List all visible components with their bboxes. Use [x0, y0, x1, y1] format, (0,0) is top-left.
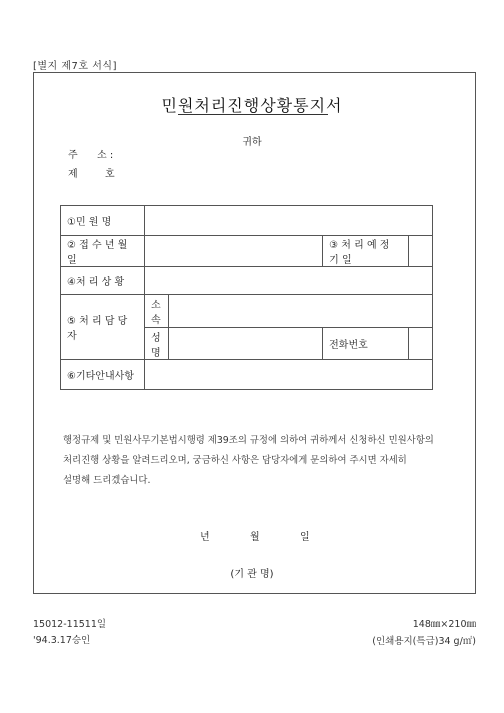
title-underline	[178, 114, 328, 115]
processing-status-field[interactable]	[145, 267, 433, 295]
notice-body-text: 행정규제 및 민원사무기본법시행령 제39조의 규정에 의하여 귀하께서 신청하신 민원사항의 처리진행 상황을 알려드리오며, 궁금하신 사항은 담당자에게 문의하여 주시면 자세히 설명해 드리겠습니다.	[63, 435, 434, 486]
processing-due-label: ③ 처 리 예 정 기 일	[323, 236, 409, 267]
address-label-char1: 주	[68, 150, 78, 161]
complaint-name-label: ①민 원 명	[61, 206, 145, 236]
approval-date: '94.3.17승인	[33, 635, 91, 646]
subject-label-char2: 호	[105, 169, 115, 180]
date-month-label: 월	[250, 532, 260, 543]
paper-type: (인쇄용지(특급)34 g/㎡)	[372, 636, 476, 647]
processing-due-field[interactable]	[409, 236, 433, 267]
name-field[interactable]	[169, 328, 323, 360]
handler-label: ⑤ 처 리 담 당 자	[61, 295, 145, 360]
paper-size: 148㎜×210㎜	[412, 619, 476, 630]
affiliation-field[interactable]	[169, 295, 433, 328]
date-year-label: 년	[200, 532, 210, 543]
address-label-char2: 소 :	[97, 150, 114, 161]
received-date-field[interactable]	[145, 236, 323, 267]
agency-name-label: (기 관 명)	[230, 569, 274, 580]
affiliation-label: 소속	[145, 295, 169, 328]
phone-field[interactable]	[409, 328, 433, 360]
complaint-name-field[interactable]	[145, 206, 433, 236]
form-number-label: [별지 제7호 서식]	[33, 61, 117, 72]
processing-status-label: ④처 리 상 황	[61, 267, 145, 295]
phone-label: 전화번호	[323, 328, 409, 360]
document-title: 민원처리진행상황통지서	[161, 96, 343, 115]
complaint-info-table	[60, 205, 433, 390]
other-info-label: ⑥기타안내사항	[61, 360, 145, 390]
received-date-label: ② 접 수 년 월 일	[61, 236, 145, 267]
subject-label-char1: 제	[68, 169, 78, 180]
recipient-honorific: 귀하	[242, 137, 262, 148]
name-label: 성명	[145, 328, 169, 360]
form-code: 15012-11511일	[33, 619, 107, 630]
date-day-label: 일	[300, 532, 310, 543]
other-info-field[interactable]	[145, 360, 433, 390]
